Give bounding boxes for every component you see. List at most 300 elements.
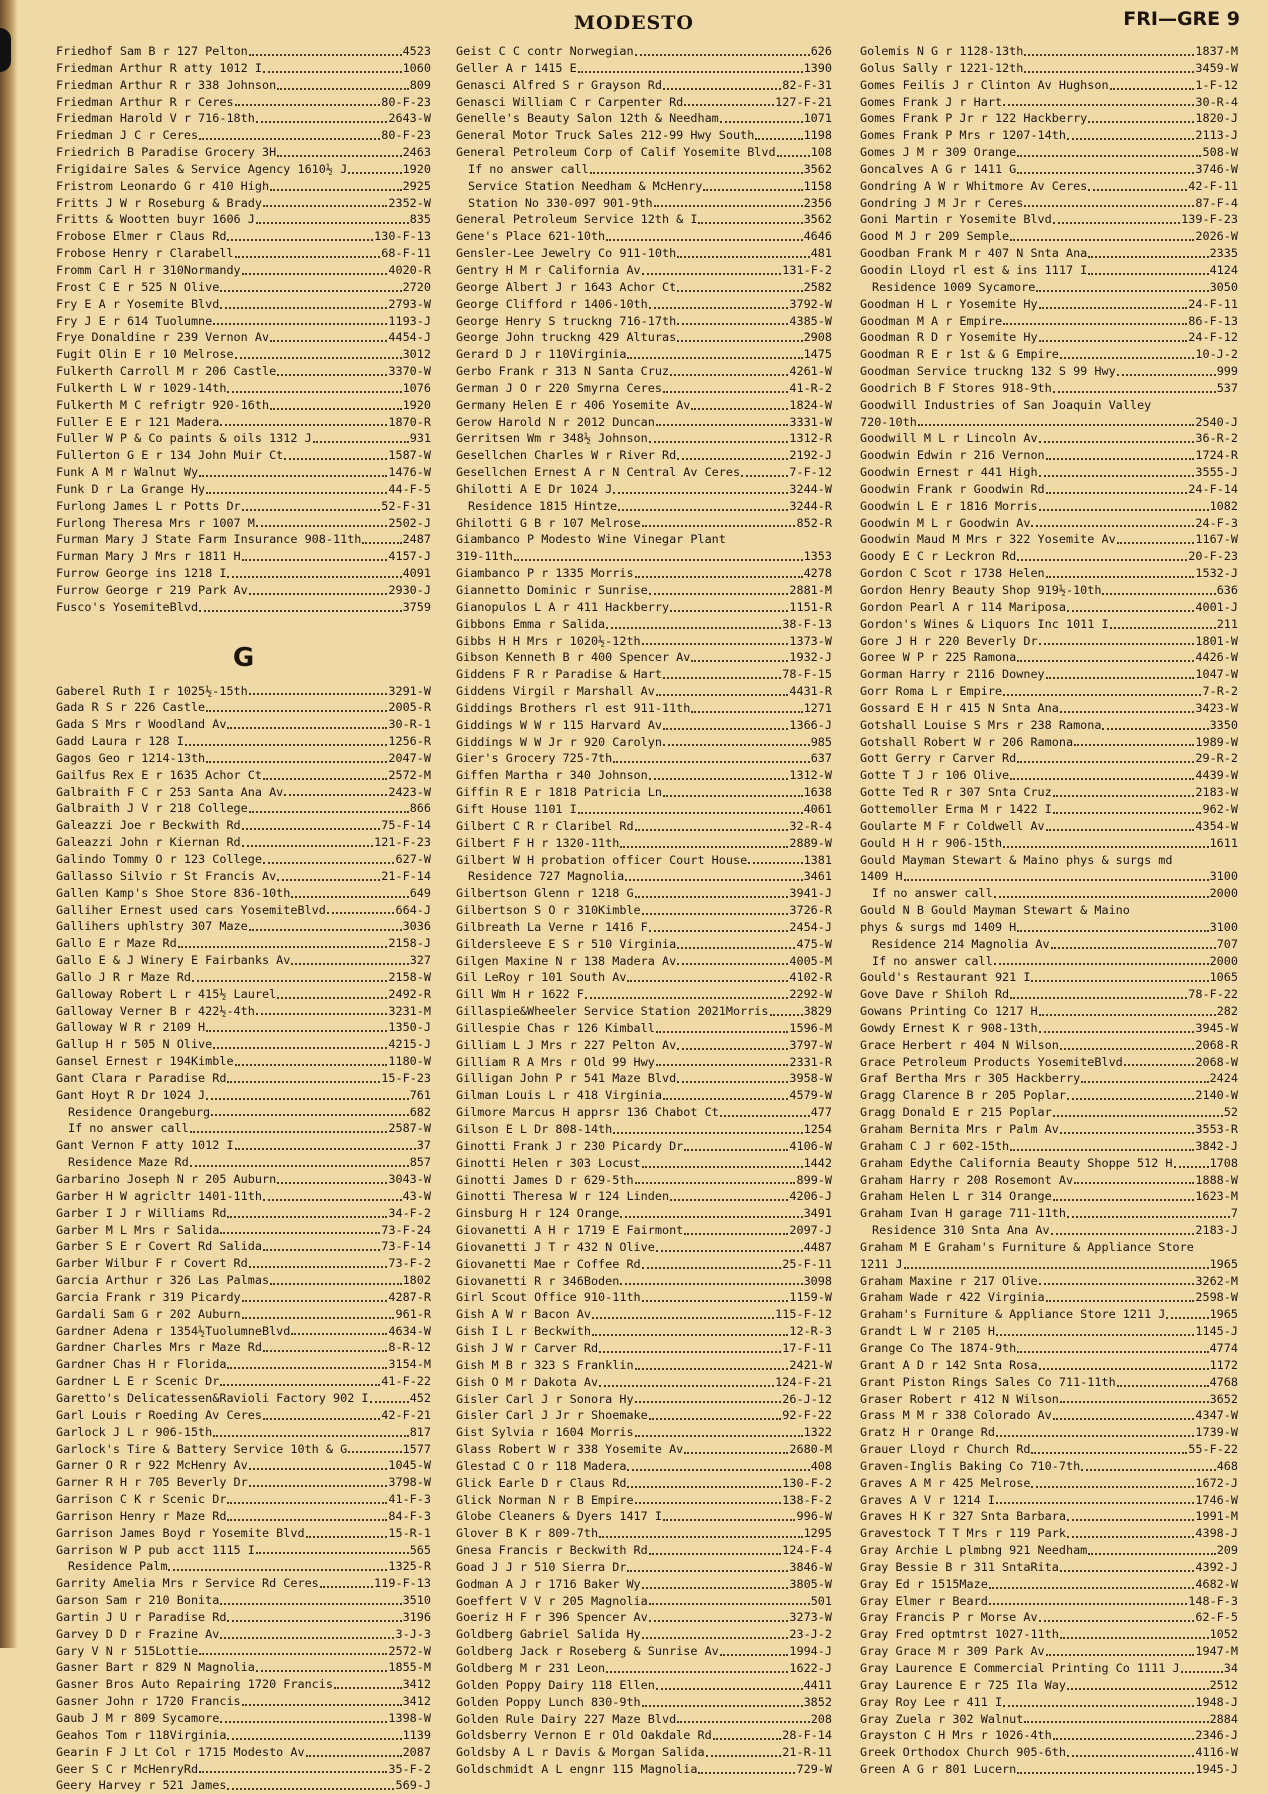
leader-dots — [1074, 744, 1194, 746]
phone-number: 131-F-2 — [782, 262, 832, 277]
phone-number: 78-F-22 — [1188, 987, 1238, 1002]
leader-dots — [635, 829, 789, 831]
listing-name: George Albert J r 1643 Achor Ct — [456, 279, 677, 294]
listing-name: If no answer call — [68, 1121, 189, 1136]
leader-dots — [249, 54, 402, 56]
listing-name: Gisler Carl J Jr r Shoemake — [456, 1408, 648, 1423]
leader-dots — [199, 1653, 387, 1655]
phone-number: 41-F-22 — [381, 1374, 431, 1389]
listing-entry — [456, 228, 832, 245]
listing-entry — [56, 733, 431, 750]
leader-dots — [720, 121, 803, 123]
phone-number: 2158-W — [388, 969, 431, 984]
listing-entry — [56, 683, 431, 700]
listing-name: Furrow George r 219 Park Av — [56, 583, 248, 597]
listing-name: Golemis N G r 1128-13th — [860, 44, 1024, 58]
phone-number: 866 — [409, 801, 431, 816]
phone-number: 211 — [1216, 616, 1238, 631]
listing-name: Grant Piston Rings Sales Co 711-11th — [860, 1374, 1116, 1389]
listing-name: Garbarino Joseph N r 205 Auburn — [56, 1172, 277, 1186]
listing-entry — [456, 1138, 832, 1155]
listing-entry — [456, 397, 832, 414]
phone-number: 1746-W — [1195, 1492, 1238, 1507]
listing-entry — [860, 1087, 1238, 1104]
listing-name: Gorman Harry r 2116 Downey — [860, 667, 1045, 682]
listing-entry — [860, 1273, 1238, 1290]
listing-name: Funk D r La Grange Hy — [56, 481, 206, 496]
listing-entry — [860, 1761, 1238, 1778]
listing-entry — [56, 144, 431, 161]
listing-name: Fromm Carl H r 310Normandy — [56, 262, 241, 277]
listing-entry — [860, 1525, 1238, 1542]
leader-dots — [220, 1721, 387, 1723]
listing-name: Friedhof Sam B r 127 Pelton — [56, 44, 248, 58]
leader-dots — [1081, 1081, 1208, 1083]
phone-number: 1739-W — [1195, 1425, 1238, 1440]
phone-number: 3412 — [402, 1694, 431, 1709]
leader-dots — [649, 1603, 810, 1605]
phone-number: 1052 — [1209, 1627, 1238, 1642]
listing-name: Residence 727 Magnolia — [468, 869, 625, 884]
listing-entry — [56, 1609, 431, 1626]
page-title-city: MODESTO — [574, 12, 694, 34]
leader-dots — [227, 576, 401, 578]
listing-entry — [860, 1643, 1238, 1660]
listing-entry — [860, 953, 1238, 970]
leader-dots — [663, 88, 781, 90]
leader-dots — [599, 1536, 803, 1538]
listing-name: Goodwin Edwin r 216 Vernon — [860, 448, 1045, 463]
leader-dots — [227, 1216, 387, 1218]
phone-number: 4682-W — [1195, 1576, 1238, 1591]
phone-number: 15-R-1 — [388, 1525, 431, 1540]
phone-number: 761 — [409, 1087, 431, 1102]
phone-number: 4124 — [1209, 262, 1238, 277]
listing-entry — [456, 616, 832, 633]
leader-dots — [578, 812, 803, 814]
listing-name: Gianopulos L A r 411 Hackberry — [456, 599, 670, 614]
leader-dots — [1067, 1536, 1194, 1538]
leader-dots — [256, 525, 388, 527]
listing-name: Galeazzi Joe r Beckwith Rd — [56, 818, 241, 833]
listing-entry — [456, 750, 832, 767]
listing-entry — [56, 1676, 431, 1693]
listing-entry — [456, 1559, 832, 1576]
phone-number: 2540-J — [1195, 414, 1238, 429]
listing-entry — [860, 77, 1238, 94]
leader-dots — [1017, 172, 1194, 174]
leader-dots — [649, 593, 789, 595]
phone-number: 2587-W — [388, 1121, 431, 1136]
listing-entry — [56, 935, 431, 952]
phone-number: 1947-M — [1195, 1644, 1238, 1659]
listing-name: Garson Sam r 210 Bonita — [56, 1593, 220, 1608]
directory-column-1 — [56, 43, 431, 1794]
listing-name: George Henry S truckng 716-17th — [456, 313, 677, 328]
leader-dots — [227, 1788, 394, 1790]
listing-entry — [456, 1222, 832, 1239]
listing-name: Gould's Restaurant 921 I — [860, 970, 1031, 985]
leader-dots — [199, 138, 380, 140]
leader-dots — [691, 660, 788, 662]
leader-dots — [698, 222, 802, 224]
listing-name: Galindo Tommy O r 123 College — [56, 851, 262, 866]
listing-name: Friedman Arthur R r 338 Johnson — [56, 77, 277, 92]
listing-name: Gilbertson Glenn r 1218 G — [456, 886, 634, 901]
listing-entry — [456, 1660, 832, 1677]
phone-number: 452 — [409, 1390, 431, 1405]
leader-dots — [635, 1368, 789, 1370]
listing-entry — [456, 919, 832, 936]
listing-entry — [56, 1036, 431, 1053]
phone-number: 20-F-23 — [1188, 549, 1238, 564]
listing-name: Giovanetti R r 346Boden — [456, 1273, 620, 1288]
phone-number: 2158-J — [388, 936, 431, 951]
leader-dots — [677, 256, 810, 258]
listing-name: Friedman Arthur R r Ceres — [56, 94, 234, 109]
leader-dots — [1060, 1048, 1195, 1050]
leader-dots — [1039, 307, 1188, 309]
phone-number: 1145-J — [1195, 1324, 1238, 1339]
listing-entry — [860, 885, 1238, 902]
phone-number: 4523 — [402, 44, 431, 58]
listing-entry — [860, 1188, 1238, 1205]
listing-entry — [56, 228, 431, 245]
listing-name: Fugit Olin E r 10 Melrose — [56, 347, 234, 362]
phone-number: 24-F-11 — [1188, 296, 1238, 311]
listing-name: Giffin R E r 1818 Patricia Ln — [456, 785, 662, 800]
listing-name: General Motor Truck Sales 212-99 Hwy South — [456, 128, 755, 143]
listing-name: Geahos Tom r 118Virginia — [56, 1727, 227, 1742]
listing-name: Gorr Roma L r Empire — [860, 684, 1003, 699]
leader-dots — [1067, 1755, 1194, 1757]
listing-entry — [456, 1391, 832, 1408]
listing-name: Goni Martin r Yosemite Blvd — [860, 212, 1052, 227]
leader-dots — [642, 1267, 782, 1269]
phone-number: 1159-W — [789, 1290, 832, 1305]
leader-dots — [642, 1637, 789, 1639]
phone-number: 73-F-2 — [388, 1256, 431, 1271]
listing-entry — [860, 1626, 1238, 1643]
leader-dots — [1117, 1385, 1209, 1387]
listing-name: Gotshall Louise S Mrs r 238 Ramona — [860, 717, 1102, 732]
listing-entry — [860, 969, 1238, 986]
phone-number: 857 — [409, 1155, 431, 1170]
listing-name: Gerow Harold N r 2012 Duncan — [456, 414, 655, 429]
listing-name: Gish A W r Bacon Av — [456, 1307, 591, 1322]
phone-number: 3797-W — [789, 1037, 832, 1052]
phone-number: 985 — [810, 734, 832, 749]
listing-entry — [456, 313, 832, 330]
listing-entry — [860, 127, 1238, 144]
leader-dots — [206, 761, 387, 763]
phone-number: 2000 — [1209, 953, 1238, 968]
leader-dots — [1017, 761, 1194, 763]
listing-entry — [860, 767, 1238, 784]
phone-number: 3273-W — [789, 1610, 832, 1625]
phone-number: 3759 — [402, 599, 431, 614]
phone-number: 408 — [810, 1458, 832, 1473]
listing-name: Service Station Needham & McHenry — [468, 178, 703, 193]
phone-number: 80-F-23 — [381, 94, 431, 109]
listing-name: Gibson Kenneth B r 400 Spencer Av — [456, 650, 691, 665]
listing-name: Ginotti James D r 629-5th — [456, 1172, 634, 1187]
listing-name: Gordon Pearl A r 114 Mariposa — [860, 599, 1066, 614]
leader-dots — [242, 1300, 388, 1302]
listing-name: Gearin F J Lt Col r 1715 Modesto Av — [56, 1744, 305, 1759]
leader-dots — [249, 593, 388, 595]
phone-number: 1398-W — [388, 1711, 431, 1725]
listing-entry — [456, 1711, 832, 1728]
phone-number: 3652 — [1209, 1391, 1238, 1406]
leader-dots — [642, 525, 796, 527]
listing-name: Gil LeRoy r 101 South Av — [456, 970, 627, 985]
listing-name: Funk A M r Walnut Wy — [56, 465, 199, 480]
listing-entry — [56, 1238, 431, 1255]
listing-name: Goodwin Ernest r 441 High — [860, 465, 1038, 480]
listing-name: Goldsberry Vernon E r Old Oakdale Rd — [456, 1728, 712, 1743]
listing-name: Garlock's Tire & Battery Service 10th & G — [56, 1441, 348, 1456]
listing-name: Gondring A W r Whitmore Av Ceres — [860, 178, 1088, 193]
listing-entry — [56, 565, 431, 582]
listing-entry — [456, 329, 832, 346]
leader-dots — [627, 1486, 781, 1488]
phone-number: 3852 — [803, 1694, 832, 1709]
listing-entry — [456, 110, 832, 127]
listing-name: Graham Wade r 422 Virginia — [860, 1290, 1045, 1305]
listing-name: Gill Wm H r 1622 F — [456, 987, 584, 1002]
listing-entry — [860, 1289, 1238, 1306]
listing-name: Furlong Theresa Mrs r 1007 M — [56, 515, 255, 530]
leader-dots — [1053, 812, 1202, 814]
listing-entry — [860, 1727, 1238, 1744]
phone-number: 4768 — [1209, 1374, 1238, 1389]
phone-number: 2192-J — [789, 448, 832, 463]
listing-entry — [860, 750, 1238, 767]
phone-number: 1638 — [803, 785, 832, 800]
leader-dots — [656, 1064, 789, 1066]
listing-entry — [456, 868, 832, 885]
leader-dots — [627, 980, 788, 982]
phone-number: 1587-W — [388, 448, 431, 463]
listing-name: Goodman M A r Empire — [860, 313, 1003, 328]
leader-dots — [677, 290, 802, 292]
listing-name: Goodman R D r Yosemite Hy — [860, 330, 1038, 345]
phone-number: 2424 — [1209, 1071, 1238, 1086]
leader-dots — [263, 1249, 380, 1251]
listing-name: Friedman Arthur R atty 1012 I — [56, 60, 262, 75]
listing-entry — [56, 1710, 431, 1727]
leader-dots — [1024, 1721, 1208, 1723]
listing-entry — [456, 262, 832, 279]
phone-number: 4261-W — [789, 364, 832, 379]
leader-dots — [1067, 138, 1194, 140]
listing-entry — [456, 852, 832, 869]
phone-number: 2183-J — [1195, 1223, 1238, 1238]
listing-entry — [56, 1643, 431, 1660]
phone-number: 508-W — [1202, 145, 1238, 160]
leader-dots — [185, 744, 388, 746]
leader-dots — [206, 710, 387, 712]
phone-number: 1065 — [1209, 970, 1238, 985]
leader-dots — [599, 1351, 781, 1353]
phone-number: 2423-W — [388, 784, 431, 799]
phone-number: 44-F-5 — [388, 481, 431, 496]
listing-name: Gist Sylvia r 1604 Morris — [456, 1425, 634, 1440]
leader-dots — [284, 794, 387, 796]
leader-dots — [755, 138, 802, 140]
listing-name: Gomes J M r 309 Orange — [860, 145, 1017, 160]
listing-entry — [456, 784, 832, 801]
listing-name: Goodban Frank M r 407 N Snta Ana — [860, 246, 1088, 261]
phone-number: 1532-J — [1195, 566, 1238, 581]
listing-name: Goldsby A L r Davis & Morgan Salida — [456, 1745, 705, 1760]
phone-number: 899-W — [796, 1172, 832, 1187]
phone-number: 3510 — [402, 1593, 431, 1608]
leader-dots — [277, 374, 387, 376]
phone-number: 2487 — [402, 532, 431, 547]
listing-name: Gibbons Emma r Salida — [456, 616, 606, 631]
phone-number: 1888-W — [1195, 1172, 1238, 1187]
listing-name: Gomes Frank P Mrs r 1207-14th — [860, 128, 1066, 143]
leader-dots — [1046, 492, 1188, 494]
listing-entry — [456, 481, 832, 498]
phone-number: 4454-J — [388, 330, 431, 345]
section-spacer — [56, 616, 431, 633]
listing-entry — [56, 211, 431, 228]
listing-entry — [456, 211, 832, 228]
listing-name: Gish O M r Dakota Av — [456, 1374, 599, 1389]
listing-entry — [860, 1104, 1238, 1121]
listing-entry — [860, 1508, 1238, 1525]
leader-dots — [249, 1468, 388, 1470]
leader-dots — [1017, 930, 1208, 932]
listing-name: Gant Hoyt R Dr 1024 J — [56, 1087, 206, 1102]
listing-entry — [56, 986, 431, 1003]
listing-name: Fulkerth Carroll M r 206 Castle — [56, 364, 277, 379]
directory-column-3 — [860, 43, 1238, 1778]
listing-name: 720-10th — [860, 414, 917, 429]
listing-entry — [56, 1457, 431, 1474]
listing-name: Ghilotti G B r 107 Melrose — [456, 515, 641, 530]
book-spine-shadow — [0, 0, 18, 1648]
leader-dots — [1067, 610, 1194, 612]
listing-entry — [456, 531, 832, 548]
phone-number: 3945-W — [1195, 1020, 1238, 1035]
listing-name: Gordon Henry Beauty Shop 919½-10th — [860, 583, 1102, 597]
phone-number: 4487 — [803, 1239, 832, 1254]
listing-name: Gomes Frank P Jr r 122 Hackberry — [860, 111, 1088, 126]
listing-entry — [56, 1575, 431, 1592]
listing-entry — [56, 1272, 431, 1289]
listing-entry — [56, 195, 431, 212]
listing-entry — [456, 1761, 832, 1778]
listing-entry — [860, 1407, 1238, 1424]
listing-name: Grace Petroleum Products YosemiteBlvd — [860, 1054, 1123, 1069]
listing-name: Green A G r 801 Lucern — [860, 1762, 1017, 1777]
phone-number: 1151-R — [789, 599, 832, 614]
listing-entry — [456, 1677, 832, 1694]
listing-entry — [56, 1205, 431, 1222]
listing-name: Gant Clara r Paradise Rd — [56, 1070, 227, 1085]
leader-dots — [270, 408, 402, 410]
listing-entry — [456, 666, 832, 683]
leader-dots — [642, 273, 782, 275]
listing-name: Gish J W r Carver Rd — [456, 1340, 599, 1355]
leader-dots — [1039, 441, 1195, 443]
leader-dots — [320, 1586, 373, 1588]
phone-number: 24-F-14 — [1188, 481, 1238, 496]
phone-number: 3050 — [1209, 279, 1238, 294]
listing-name: Gray Grace M r 309 Park Av — [860, 1644, 1045, 1659]
phone-number: 3459-W — [1195, 60, 1238, 75]
listing-entry — [456, 1289, 832, 1306]
leader-dots — [1088, 273, 1208, 275]
listing-entry — [456, 414, 832, 431]
phone-number: 282 — [1216, 1004, 1238, 1019]
leader-dots — [227, 391, 401, 393]
listing-name: Graves H K r 327 Snta Barbara — [860, 1509, 1066, 1524]
listing-entry — [56, 1222, 431, 1239]
leader-dots — [242, 273, 388, 275]
listing-name: Garber M L Mrs r Salida — [56, 1222, 220, 1237]
listing-entry — [56, 77, 431, 94]
phone-number: 477 — [810, 1105, 832, 1120]
phone-number: 569-J — [395, 1778, 431, 1793]
listing-entry — [860, 936, 1238, 953]
phone-number: 1158 — [803, 178, 832, 193]
phone-number: 627-W — [395, 851, 431, 866]
listing-entry — [456, 1003, 832, 1020]
listing-name: Gardner Chas H r Florida — [56, 1357, 227, 1372]
listing-name: Gould N B Gould Mayman Stewart & Maino — [860, 903, 1130, 918]
leader-dots — [706, 1755, 782, 1757]
leader-dots — [1039, 1014, 1216, 1016]
listing-entry — [860, 986, 1238, 1003]
listing-entry — [860, 329, 1238, 346]
listing-name: Residence 310 Snta Ana Av — [872, 1223, 1050, 1238]
listing-name: Galbraith F C r 253 Santa Ana Av — [56, 784, 284, 799]
listing-name: Gray Roy Lee r 411 I — [860, 1694, 1003, 1709]
listing-name: Gray Bessie B r 311 SntaRita — [860, 1559, 1059, 1574]
listing-name: Galliher Ernest used cars YosemiteBlvd — [56, 902, 326, 917]
listing-name: Garner R H r 705 Beverly Dr — [56, 1475, 248, 1490]
listing-entry — [860, 211, 1238, 228]
leader-dots — [256, 222, 409, 224]
phone-number: 3792-W — [789, 296, 832, 311]
leader-dots — [227, 1620, 401, 1622]
leader-dots — [190, 1165, 409, 1167]
leader-dots — [362, 542, 401, 544]
phone-number: 37 — [416, 1138, 431, 1153]
listing-entry — [456, 447, 832, 464]
listing-entry — [860, 1609, 1238, 1626]
listing-entry — [860, 363, 1238, 380]
leader-dots — [592, 1317, 774, 1319]
listing-name: Gilligan John P r 541 Maze Blvd — [456, 1071, 677, 1086]
section-letter-heading: G — [232, 642, 255, 673]
leader-dots — [306, 1536, 388, 1538]
phone-number: 1353 — [803, 549, 832, 564]
leader-dots — [613, 761, 809, 763]
phone-number: 3036 — [402, 919, 431, 934]
leader-dots — [227, 1367, 387, 1369]
leader-dots — [220, 1232, 380, 1234]
leader-dots — [242, 845, 374, 847]
listing-entry — [456, 1593, 832, 1610]
phone-number: 1948-J — [1195, 1694, 1238, 1709]
phone-number: 1475 — [803, 347, 832, 362]
